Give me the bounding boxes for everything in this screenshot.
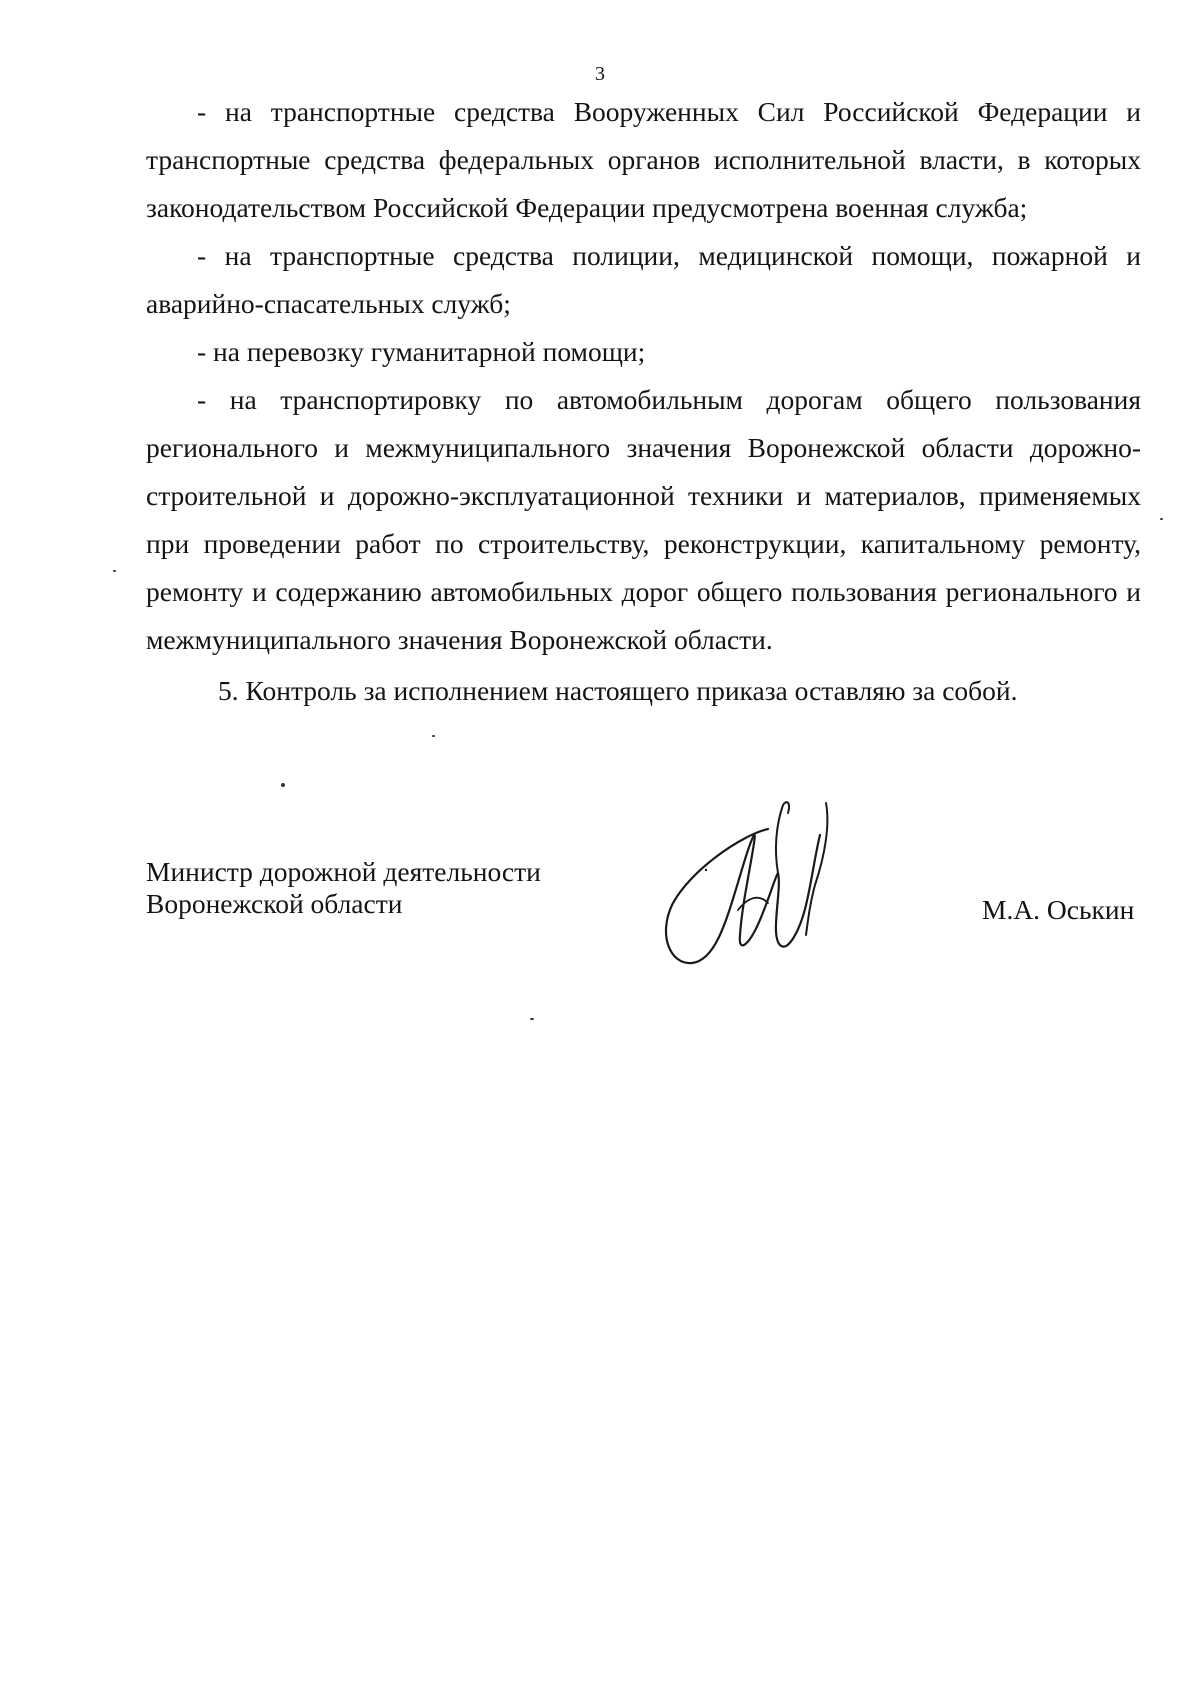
signatory-name: М.А. Оськин [982, 894, 1135, 925]
scan-speck [281, 783, 285, 787]
signatory-position-line-1: Министр дорожной деятельности [146, 856, 541, 887]
scan-speck [530, 1018, 534, 1020]
list-item-emergency-services: - на транспортные средства полиции, медицинской помощи, пожарной и аварийно-спасательных служб; [146, 240, 1141, 319]
scan-speck [432, 735, 435, 737]
page-number: 3 [595, 63, 605, 85]
list-item-armed-forces: - на транспортные средства Вооруженных Сил Российской Федерации и транспортные средства федеральных органов исполнительной власти, в которых законодательством Российской Федерации предусмотрена военная служба; [146, 96, 1141, 223]
list-item-humanitarian-aid: - на перевозку гуманитарной помощи; [197, 336, 646, 367]
document-body [146, 88, 1141, 715]
scan-speck [1160, 518, 1163, 520]
signatory-position-line-2: Воронежской области [146, 888, 403, 919]
control-clause: 5. Контроль за исполнением настоящего приказа оставляю за собой. [218, 675, 1018, 706]
signatory-position [146, 856, 541, 920]
list-item-road-equipment: - на транспортировку по автомобильным дорогам общего пользования регионального и межмуниципального значения Воронежской области дорожно-строительной и дорожно-эксплуатационной техники и материалов, применяемых при проведении работ по строительству, реконструкции, капитальному ремонту, ремонту и содержанию автомобильных дорог общего пользования регионального и межмуниципального значения Воронежской области. [146, 384, 1141, 655]
handwritten-signature [650, 795, 880, 975]
scan-speck [113, 570, 116, 572]
